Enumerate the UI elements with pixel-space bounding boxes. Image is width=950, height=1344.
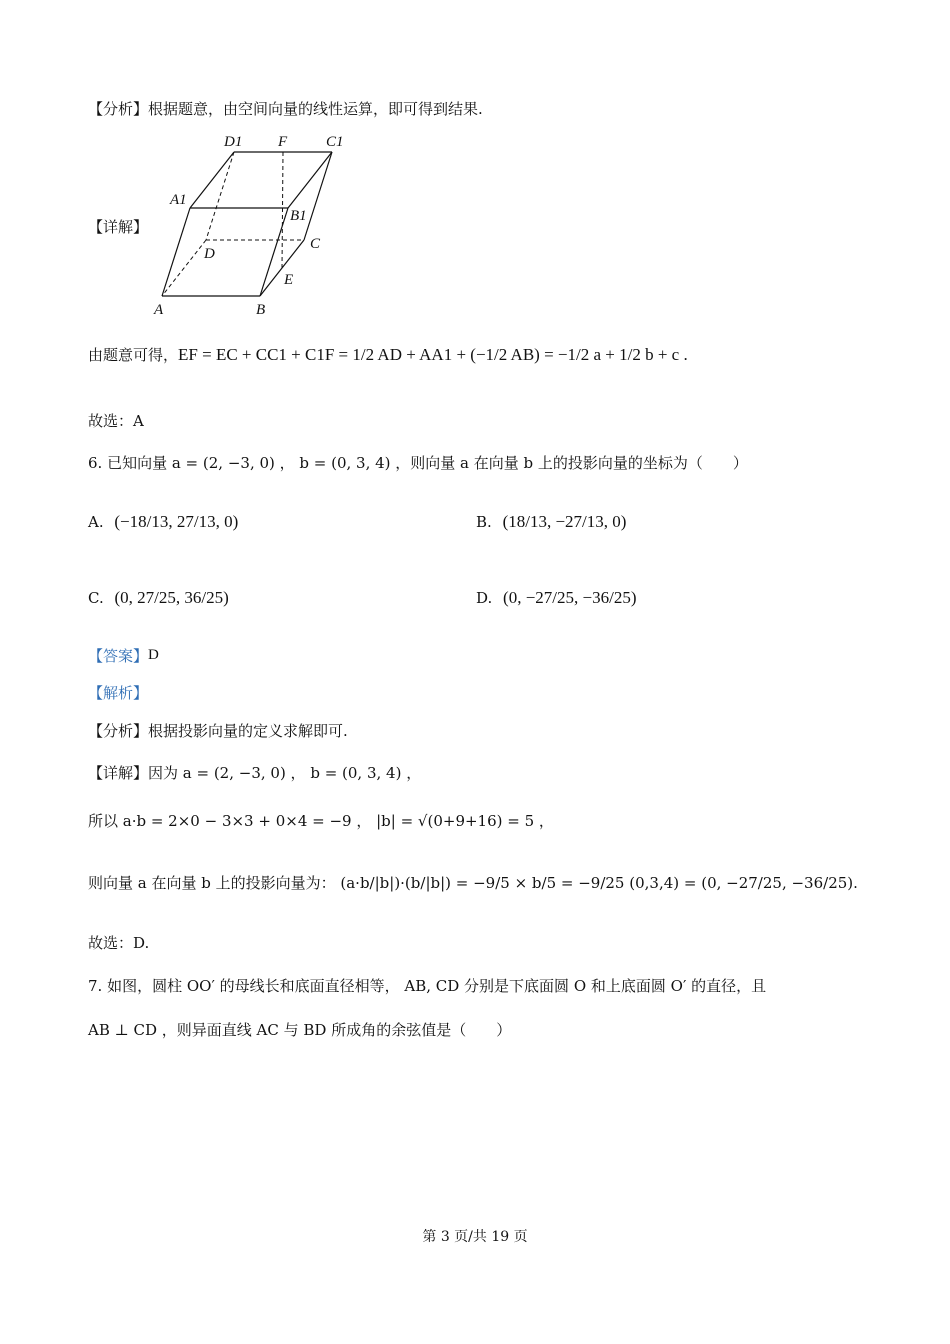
answer: 【答案】 D [88, 647, 159, 665]
analysis-2: 【分析】根据投影向量的定义求解即可. [88, 722, 348, 740]
projection-line: 则向量 a 在向量 b 上的投影向量为： (a·b/|b|)·(b/|b|) = −9/5 × b/5 = −9/25 (0,3,4) = (0, −27/25, −36/25). [88, 874, 858, 892]
label-c1: C1 [326, 134, 344, 150]
choice-2: 故选：D. [88, 934, 150, 952]
label-b: B [256, 302, 266, 318]
question-7-line-1: 7. 如图，圆柱 OO′ 的母线长和底面直径相等， AB, CD 分别是下底面圆 O 和上底面圆 O′ 的直径，且 [88, 977, 767, 995]
label-a1: A1 [170, 192, 187, 208]
label-e: E [284, 272, 294, 288]
parallelepiped-figure [150, 128, 350, 318]
label-d1: D1 [224, 134, 243, 150]
label-f: F [278, 134, 288, 150]
label-d: D [204, 246, 215, 262]
jiexi-label: 【解析】 [88, 684, 149, 702]
derivation-line: 由题意可得， EF = EC + CC1 + C1F = 1/2 AD + AA1 + (−1/2 AB) = −1/2 a + 1/2 b + c . [88, 344, 688, 364]
question-6: 6. 已知向量 a = (2, −3, 0) ， b = (0, 3, 4) ，则向量 a 在向量 b 上的投影向量的坐标为（ ） [88, 454, 748, 472]
page-footer: 第 3 页/共 19 页 [422, 1229, 528, 1245]
question-7-line-2: AB ⊥ CD ，则异面直线 AC 与 BD 所成角的余弦值是（ ） [88, 1021, 512, 1039]
detail-1-label: 【详解】 [88, 218, 149, 236]
option-b: B. (18/13, −27/13, 0) [476, 512, 627, 531]
label-c: C [310, 236, 321, 252]
option-a: A. (−18/13, 27/13, 0) [88, 512, 239, 531]
option-c: C. (0, 27/25, 36/25) [88, 588, 229, 607]
analysis-1: 【分析】根据题意，由空间向量的线性运算，即可得到结果. [88, 100, 483, 118]
label-b1: B1 [290, 208, 307, 224]
label-a: A [154, 302, 164, 318]
dot-product-line: 所以 a·b = 2×0 − 3×3 + 0×4 = −9 ， |b| = √(0+9+16) = 5 ， [88, 812, 554, 830]
derivation-expression: EF = EC + CC1 + C1F = 1/2 AD + AA1 + (−1/2 AB) = −1/2 a + 1/2 b + c . [178, 344, 688, 364]
detail-2: 【详解】因为 a = (2, −3, 0) ， b = (0, 3, 4) ， [88, 764, 422, 782]
choice-1: 故选：A [88, 412, 144, 430]
option-d: D. (0, −27/25, −36/25) [476, 588, 637, 607]
